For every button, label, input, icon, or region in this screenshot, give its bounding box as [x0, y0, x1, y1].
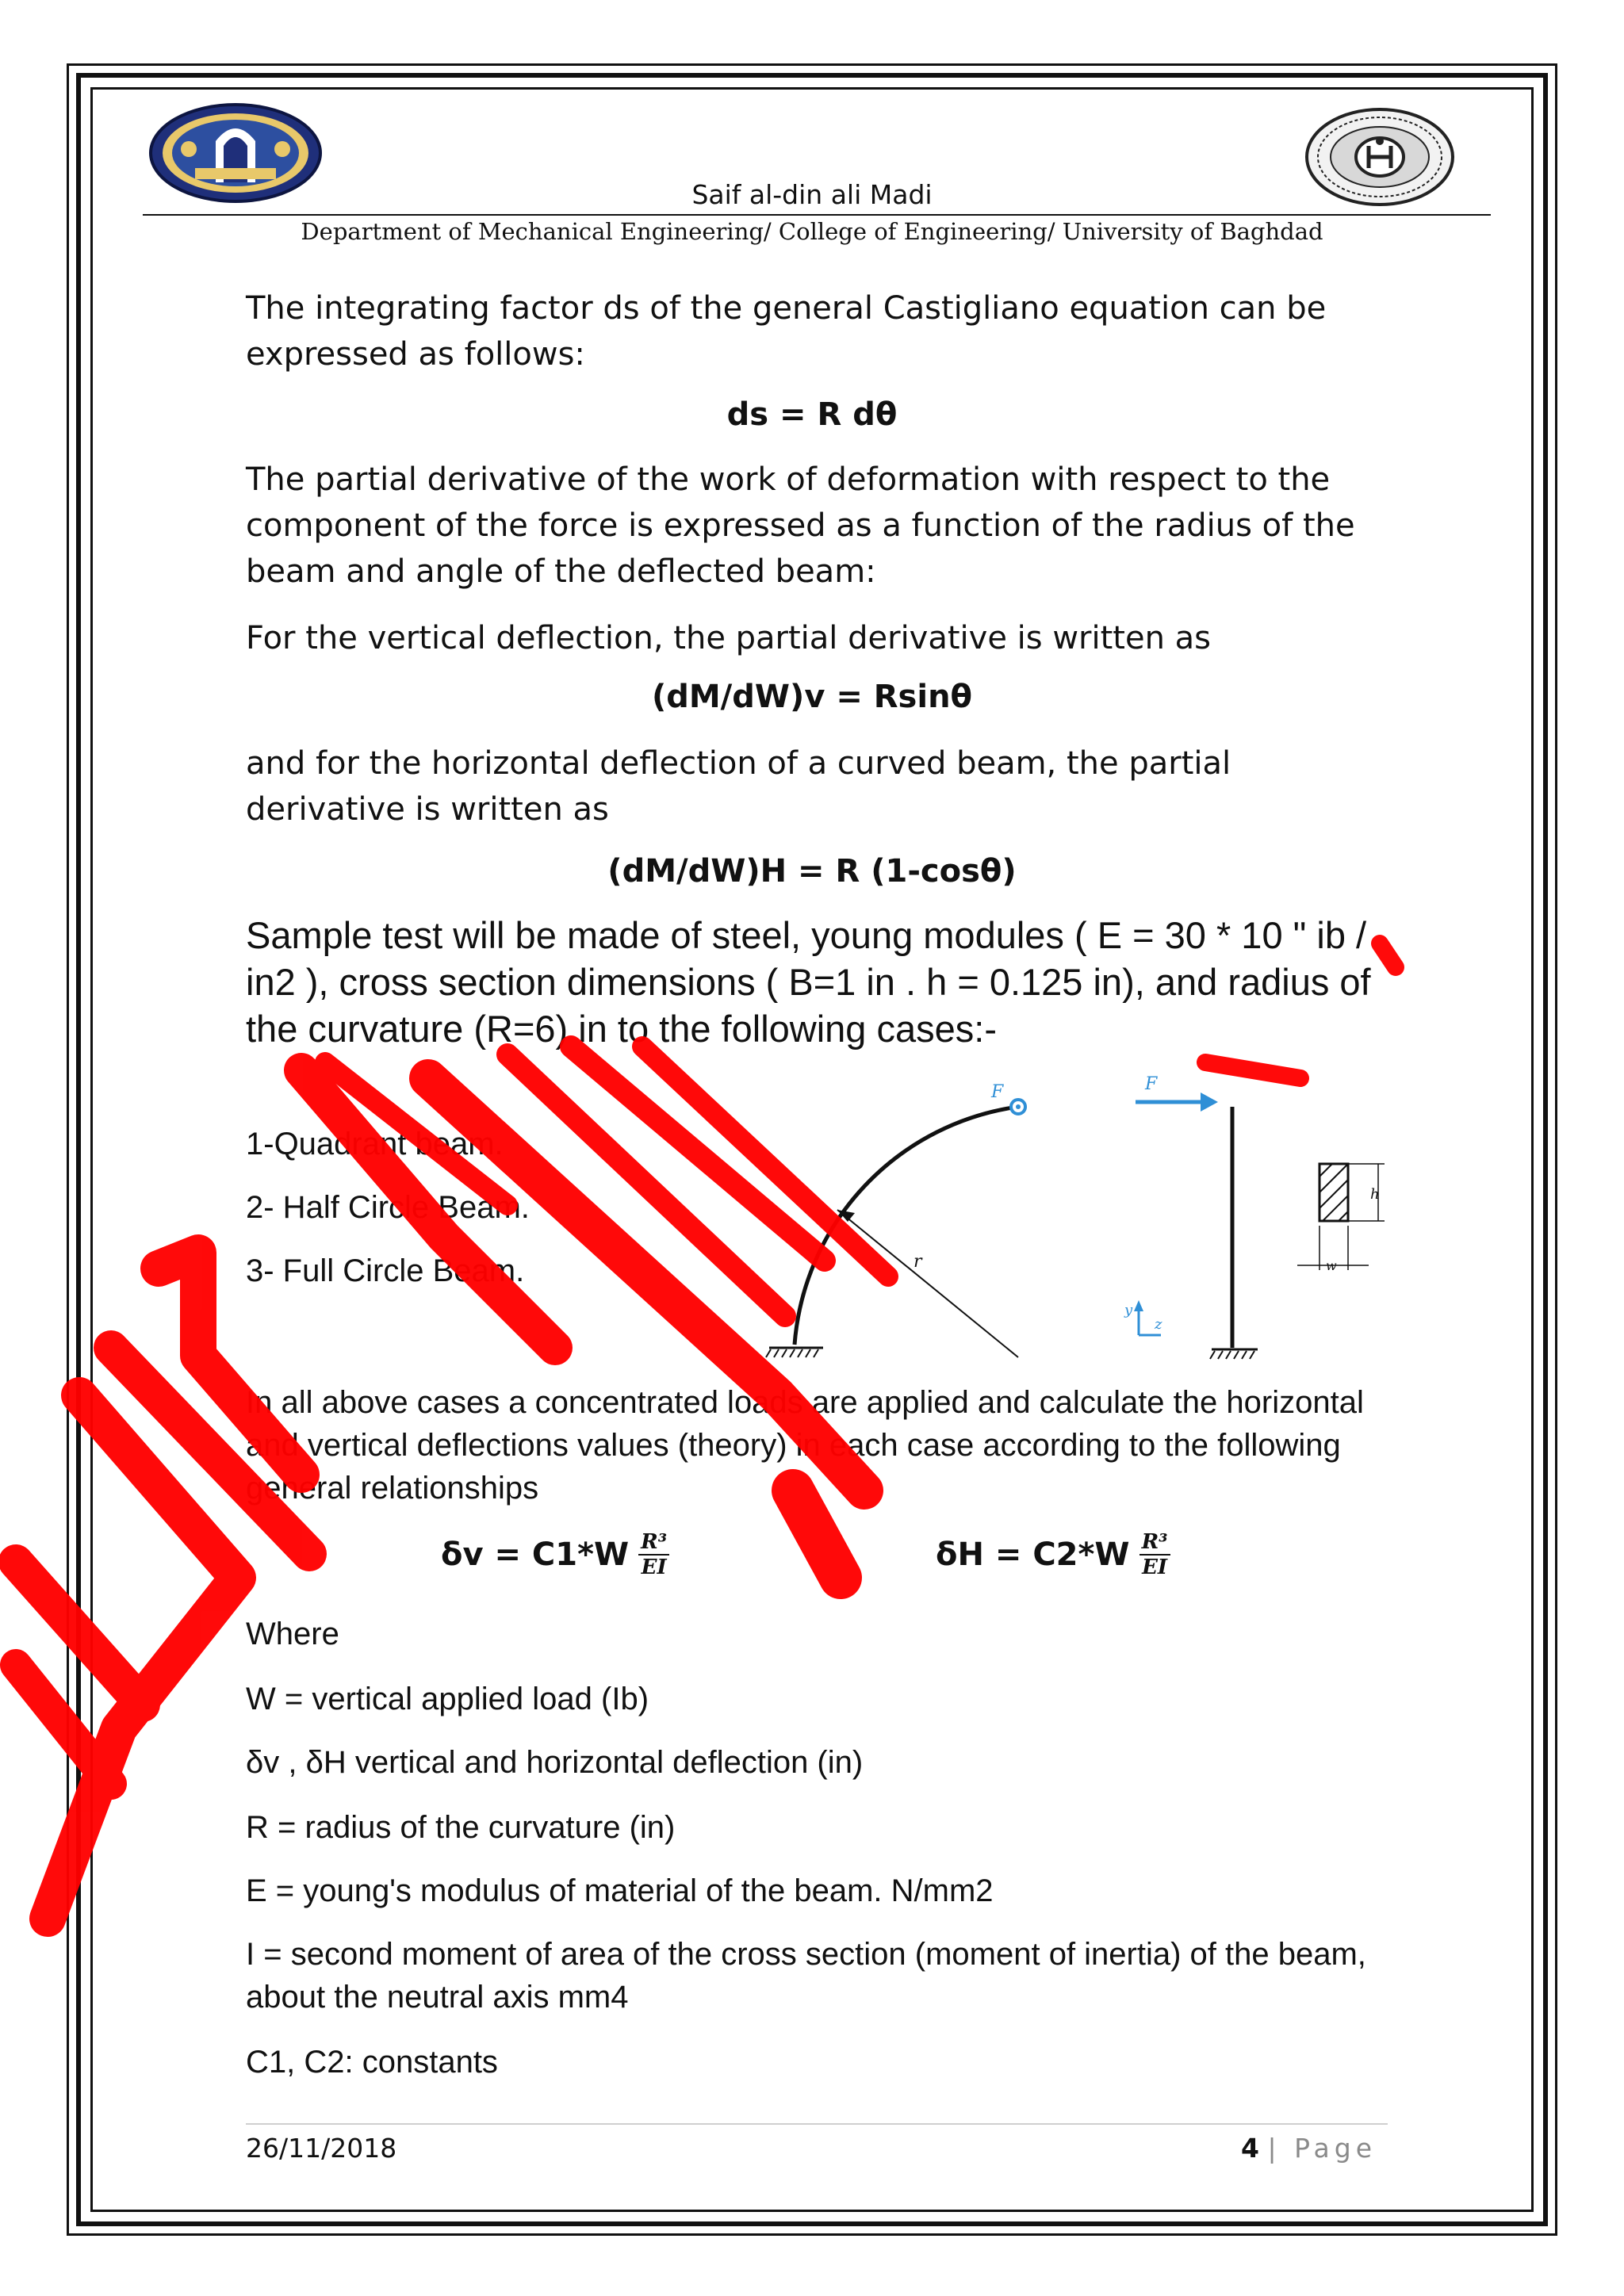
dimension-label-h: h [1370, 1186, 1380, 1203]
case-item: 3- Full Circle Beam. [246, 1253, 525, 1288]
page-label: | Page [1267, 2133, 1377, 2164]
axis-label-y: y [1124, 1302, 1133, 1318]
formula-vertical-deflection [441, 1530, 669, 1579]
footer-page [1150, 2133, 1377, 2164]
fraction-r3-over-ei [638, 1530, 669, 1579]
radius-label: r [914, 1252, 922, 1272]
formula-v-text: δv = C1*W [441, 1536, 630, 1573]
definition-item: I = second moment of area of the cross section (moment of inertia) of the beam, about the neutral axis mm4 [246, 1937, 1366, 2015]
axis-label-z: z [1155, 1316, 1162, 1333]
fraction-denominator: EI [1142, 1556, 1168, 1579]
equation-ds: ds = R dθ [726, 396, 898, 433]
author-name: Saif al-din ali Madi [691, 179, 933, 210]
fraction-numerator: R³ [638, 1530, 669, 1556]
vertical-deflection-text: For the vertical deflection, the partial derivative is written as [246, 620, 1211, 656]
dimension-label-w: w [1326, 1258, 1337, 1273]
definition-item: E = young's modulus of material of the beam. N/mm2 [246, 1873, 994, 1908]
case-item: 2- Half Circle Beam. [246, 1190, 530, 1225]
formula-horizontal-deflection [936, 1530, 1170, 1579]
definition-item: R = radius of the curvature (in) [246, 1810, 676, 1845]
force-label-f: F [991, 1082, 1004, 1102]
definition-item: δv , δH vertical and horizontal deflection (in) [246, 1745, 864, 1780]
footer-rule [246, 2123, 1388, 2125]
fraction-numerator: R³ [1139, 1530, 1170, 1556]
where-label: Where [246, 1617, 339, 1651]
formula-h-text: δH = C2*W [936, 1536, 1130, 1573]
sample-test-paragraph: Sample test will be made of steel, young modules ( E = 30 * 10 " ib / in2 ), cross section dimensions ( B=1 in . h = 0.125 in), and radius of the curvature (R=6) in to the following cases:- [246, 914, 1371, 1050]
header-rule [143, 214, 1491, 216]
equation-vertical: (dM/dW)v = Rsinθ [651, 679, 973, 715]
equation-horizontal: (dM/dW)H = R (1-cosθ) [607, 853, 1017, 890]
partial-derivative-paragraph: The partial derivative of the work of deformation with respect to the component of the force is expressed as a function of the radius of the beam and angle of the deflected beam: [246, 461, 1355, 590]
fraction-denominator: EI [641, 1556, 667, 1579]
curved-beam-figure [758, 1062, 1392, 1372]
case-item: 1-Quadrant beam. [246, 1127, 504, 1161]
page-number: 4 [1241, 2133, 1259, 2164]
footer-date: 26/11/2018 [246, 2133, 397, 2164]
force-label-f: F [1145, 1074, 1158, 1094]
horizontal-deflection-text: and for the horizontal deflection of a curved beam, the partial derivative is written as [246, 745, 1231, 828]
cases-paragraph: In all above cases a concentrated loads are applied and calculate the horizontal and vertical deflections values (theory) in each case according to the following general relationships [246, 1385, 1364, 1506]
fraction-r3-over-ei [1139, 1530, 1170, 1579]
definition-item: W = vertical applied load (Ib) [246, 1682, 649, 1716]
intro-paragraph: The integrating factor ds of the general Castigliano equation can be expressed as follows: [246, 290, 1327, 373]
department-line: Department of Mechanical Engineering/ College of Engineering/ University of Baghdad [301, 218, 1323, 245]
definition-item: C1, C2: constants [246, 2045, 498, 2080]
